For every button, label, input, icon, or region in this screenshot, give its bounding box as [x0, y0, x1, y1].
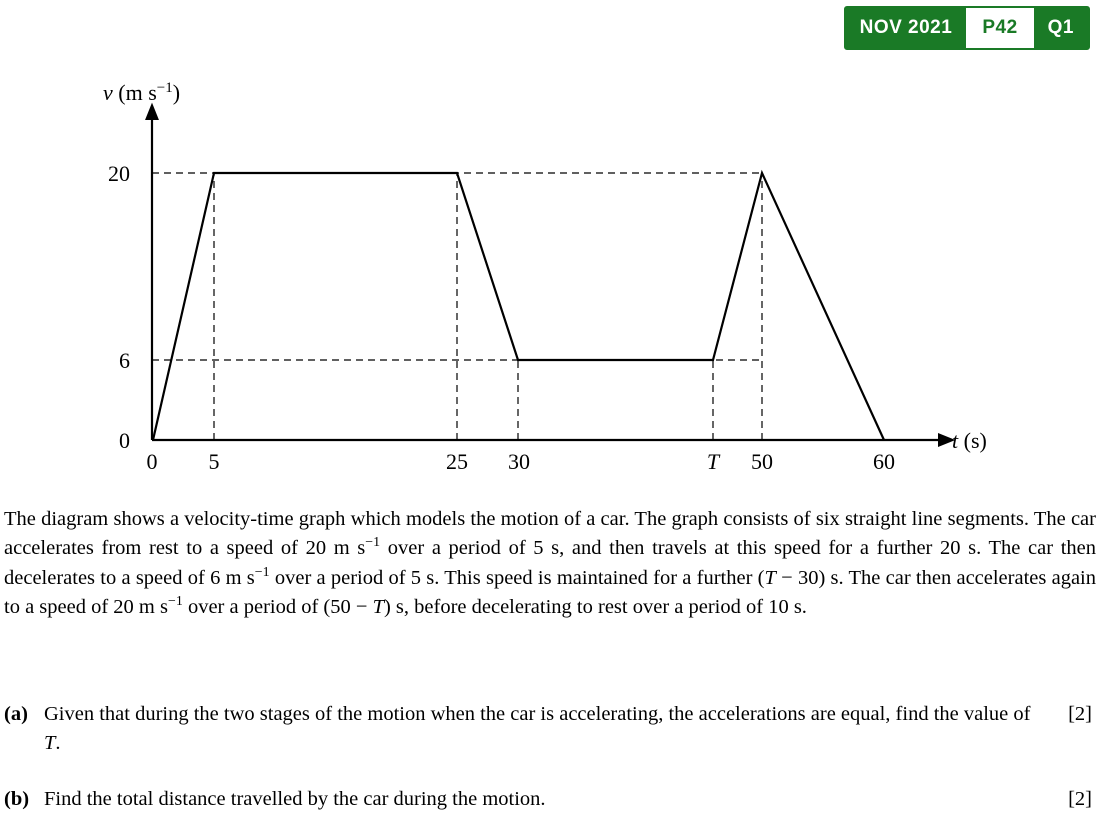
x-axis-title: t (s) — [952, 428, 987, 453]
y-tick-label-0: 0 — [119, 428, 130, 453]
y-axis-title: v (m $s^{-1}$) — [103, 80, 181, 105]
x-tick-label-25: 25 — [446, 449, 468, 474]
stem-part-1: The diagram shows a velocity-time graph which models the motion of a car. The graph consists of six straight line segments. The car accelerates from rest to a speed of 20 m s — [4, 508, 1096, 560]
stem-variable-T-2: T — [372, 595, 384, 618]
stem-exp-1: −1 — [365, 535, 381, 551]
x-tick-label-5: 5 — [208, 449, 220, 474]
stem-part-3: over a period of 5 s. This speed is maintained for a further ( — [269, 566, 765, 589]
stem-part-4b: ) s, before decelerating to rest over a period of 10 s. — [383, 595, 807, 618]
velocity-time-graph — [0, 70, 1100, 490]
part-a-text — [44, 700, 1096, 759]
stem-variable-T-1: T — [764, 566, 776, 589]
stem-exp-2: −1 — [254, 564, 270, 580]
question-stem — [0, 505, 1100, 622]
part-a-label: (a) — [4, 703, 28, 725]
x-tick-label-50: 50 — [751, 449, 773, 474]
y-tick-label-20: 20 — [108, 161, 130, 186]
y-tick-label-6: 6 — [119, 348, 130, 373]
x-tick-label-0: 0 — [146, 449, 158, 474]
badge-paper: P42 — [968, 8, 1031, 48]
stem-paragraph — [4, 505, 1096, 622]
part-b-text — [44, 785, 1096, 814]
x-tick-label-30: 30 — [508, 449, 530, 474]
part-b-text-before: Find the total distance travelled by the car during the motion. — [44, 787, 546, 810]
badge-session: NOV 2021 — [859, 17, 953, 38]
question-part-a — [4, 700, 1096, 759]
graph-svg — [0, 70, 1100, 490]
stem-part-3b: − 30) s. The car then accelerates again to a speed of 20 m s — [4, 566, 1097, 618]
question-parts — [0, 700, 1100, 840]
part-a-variable: T — [44, 732, 56, 755]
stem-part-2: over a period of 5 s, and then travels at this speed for a further 20 s. The car then decelerates to a speed of 6 m s — [4, 537, 1096, 589]
part-b-marks: [2] — [1068, 787, 1092, 810]
part-a-text-after: . — [55, 732, 61, 755]
part-a-text-before: Given that during the two stages of the motion when the car is accelerating, the accelerations are equal, find the value of — [44, 703, 1031, 725]
part-b-label: (b) — [4, 787, 30, 810]
badge-question: Q1 — [1047, 17, 1074, 38]
stem-part-4: over a period of (50 − — [182, 595, 373, 618]
x-tick-label-60: 60 — [873, 449, 895, 474]
x-tick-label-T: T — [706, 449, 720, 474]
part-a-marks: [2] — [1068, 703, 1092, 725]
question-part-b — [4, 785, 1096, 814]
stem-exp-3: −1 — [167, 594, 183, 610]
question-meta-badge — [844, 6, 1090, 50]
